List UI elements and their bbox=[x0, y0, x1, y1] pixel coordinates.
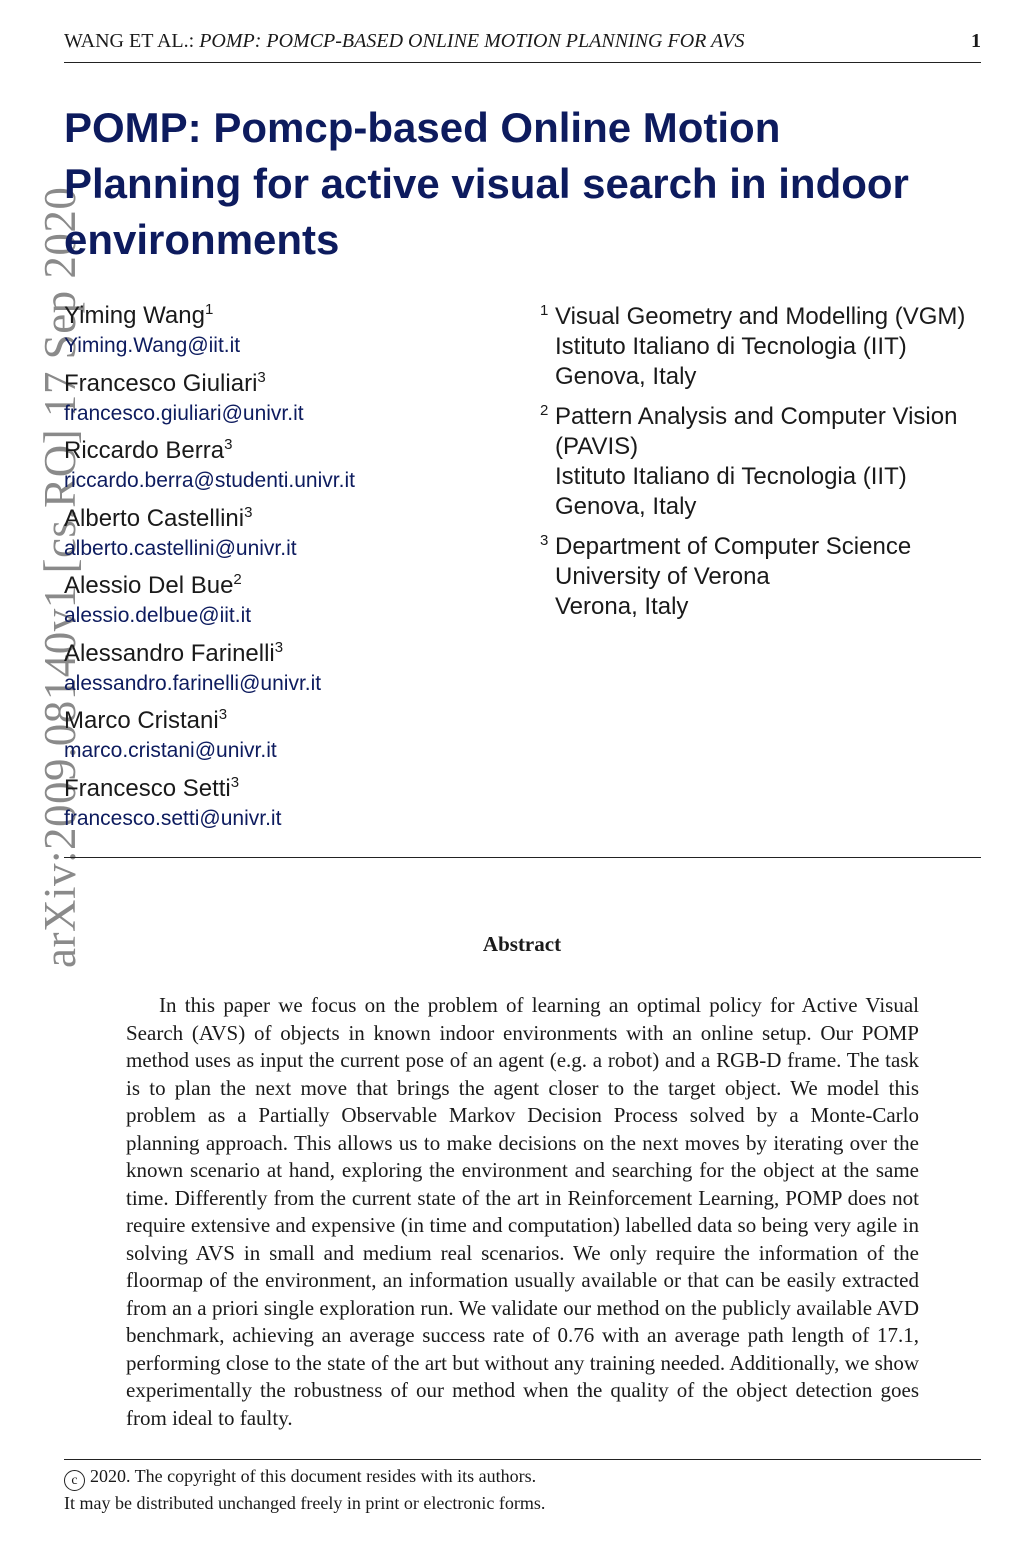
author-name-text: Marco Cristani bbox=[64, 707, 219, 734]
author-affiliation-mark: 3 bbox=[224, 436, 233, 453]
author-name bbox=[64, 368, 524, 400]
author-affiliation-mark: 1 bbox=[204, 301, 214, 318]
author-affiliation-mark: 3 bbox=[257, 368, 266, 386]
author-name bbox=[64, 705, 524, 737]
affiliation-entry bbox=[540, 302, 990, 392]
affiliation-line: Genova, Italy bbox=[555, 363, 697, 390]
author-email-link[interactable]: francesco.giuliari@univr.it bbox=[64, 401, 304, 425]
paper-title: POMP: Pomcp-based Online Motion Planning for active visual search in indoor environments bbox=[64, 104, 909, 263]
running-header-text bbox=[64, 30, 744, 53]
affiliation-number: 2 bbox=[540, 402, 549, 419]
author-affiliation-mark: 3 bbox=[230, 773, 240, 791]
section-divider bbox=[64, 857, 981, 858]
author-entry bbox=[64, 773, 524, 841]
copyright-footer bbox=[64, 1464, 981, 1515]
abstract-heading: Abstract bbox=[482, 932, 562, 956]
author-email-link[interactable]: riccardo.berra@studenti.univr.it bbox=[64, 469, 355, 492]
affiliation-line: Genova, Italy bbox=[555, 493, 697, 520]
author-affiliation-mark: 3 bbox=[244, 503, 253, 521]
author-email-link[interactable]: marco.cristani@univr.it bbox=[64, 739, 277, 762]
affiliation-number: 1 bbox=[540, 302, 549, 319]
copyright-icon: c bbox=[64, 1470, 85, 1491]
author-affiliation-mark: 2 bbox=[233, 571, 242, 588]
author-name bbox=[64, 503, 524, 535]
author-email-link[interactable]: Yiming.Wang@iit.it bbox=[64, 334, 241, 357]
author-name bbox=[64, 638, 524, 670]
author-entry bbox=[64, 435, 524, 503]
author-name bbox=[64, 435, 524, 467]
author-list bbox=[64, 300, 524, 840]
author-entry bbox=[64, 705, 524, 773]
author-entry bbox=[64, 300, 524, 368]
author-name-text: Yiming Wang bbox=[64, 302, 205, 329]
copyright-line bbox=[64, 1464, 981, 1491]
author-name-text: Francesco Setti bbox=[64, 774, 231, 802]
affiliation-line: University of Verona bbox=[555, 563, 770, 590]
author-email-link[interactable]: francesco.setti@univr.it bbox=[64, 806, 282, 830]
affiliation-entry bbox=[540, 532, 990, 622]
author-name bbox=[64, 773, 524, 805]
author-name-text: Alberto Castellini bbox=[64, 504, 245, 532]
affiliation-number: 3 bbox=[540, 532, 549, 549]
affiliation-entry bbox=[540, 402, 990, 522]
arxiv-identifier: arXiv:2009.08140v1 [cs.RO] 17 Sep 2020 bbox=[35, 186, 85, 968]
page-number: 1 bbox=[971, 29, 981, 52]
author-email-link[interactable]: alessio.delbue@iit.it bbox=[64, 604, 252, 627]
author-entry bbox=[64, 570, 524, 638]
affiliation-line: Istituto Italiano di Tecnologia (IIT) bbox=[555, 463, 907, 490]
affiliation-list bbox=[540, 302, 990, 632]
author-affiliation-mark: 3 bbox=[218, 706, 228, 723]
author-name bbox=[64, 300, 524, 332]
affiliation-line: (PAVIS) bbox=[555, 433, 639, 460]
header-divider bbox=[64, 62, 981, 63]
affiliation-line: Pattern Analysis and Computer Vision bbox=[555, 403, 958, 430]
running-header-authors: WANG ET AL.: bbox=[64, 29, 195, 52]
author-email-link[interactable]: alberto.castellini@univr.it bbox=[64, 536, 297, 560]
author-email-link[interactable]: alessandro.farinelli@univr.it bbox=[64, 671, 322, 695]
affiliation-line: Istituto Italiano di Tecnologia (IIT) bbox=[555, 333, 907, 360]
distribution-text: It may be distributed unchanged freely in print or electronic forms. bbox=[64, 1493, 546, 1513]
author-name-text: Riccardo Berra bbox=[64, 437, 225, 464]
author-affiliation-mark: 3 bbox=[274, 638, 284, 656]
affiliation-line: Department of Computer Science bbox=[555, 533, 912, 560]
author-entry bbox=[64, 368, 524, 436]
footer-divider bbox=[64, 1459, 981, 1460]
author-name-text: Alessio Del Bue bbox=[64, 572, 234, 599]
author-entry bbox=[64, 503, 524, 571]
abstract-text: In this paper we focus on the problem of learning an optimal policy for Active Visual Search (AVS) of objects in known indoor environments with an online setup. Our POMP method uses as input the current pose of an agent (e.g. a robot) and a RGB-D frame. The task is to plan the next move that brings the agent closer to the target object. We model this problem as a Partially Observable Markov Decision Process solved by a Monte-Carlo planning approach. This allows us to make decisions on the next moves by iterating over the known scenario at hand, exploring the environment and searching for the object at the same time. Differently from the current state of the art in Reinforcement Learning, POMP does not require extensive and expensive (in time and computation) labelled data so being very agile in solving AVS in small and medium real scenarios. We only require the information of the floormap of the environment, an information usually available or that can be easily extracted from an a priori single exploration run. We validate our method on the publicly available AVD benchmark, achieving an average success rate of 0.76 with an average path length of 17.1, performing close to the state of the art but without any training needed. Additionally, we show experimentally the robustness of our method when the quality of the object detection goes from ideal to faulty. bbox=[126, 993, 919, 1430]
running-header-title: POMP: POMCP-BASED ONLINE MOTION PLANNING FOR AVS bbox=[199, 29, 745, 52]
copyright-text: 2020. The copyright of this document resides with its authors. bbox=[90, 1466, 537, 1486]
author-name bbox=[64, 570, 524, 602]
affiliation-line: Visual Geometry and Modelling (VGM) bbox=[555, 303, 966, 330]
author-name-text: Francesco Giuliari bbox=[64, 369, 258, 397]
running-header bbox=[64, 26, 981, 56]
affiliation-line: Verona, Italy bbox=[555, 593, 689, 620]
author-name-text: Alessandro Farinelli bbox=[64, 639, 275, 667]
author-entry bbox=[64, 638, 524, 706]
